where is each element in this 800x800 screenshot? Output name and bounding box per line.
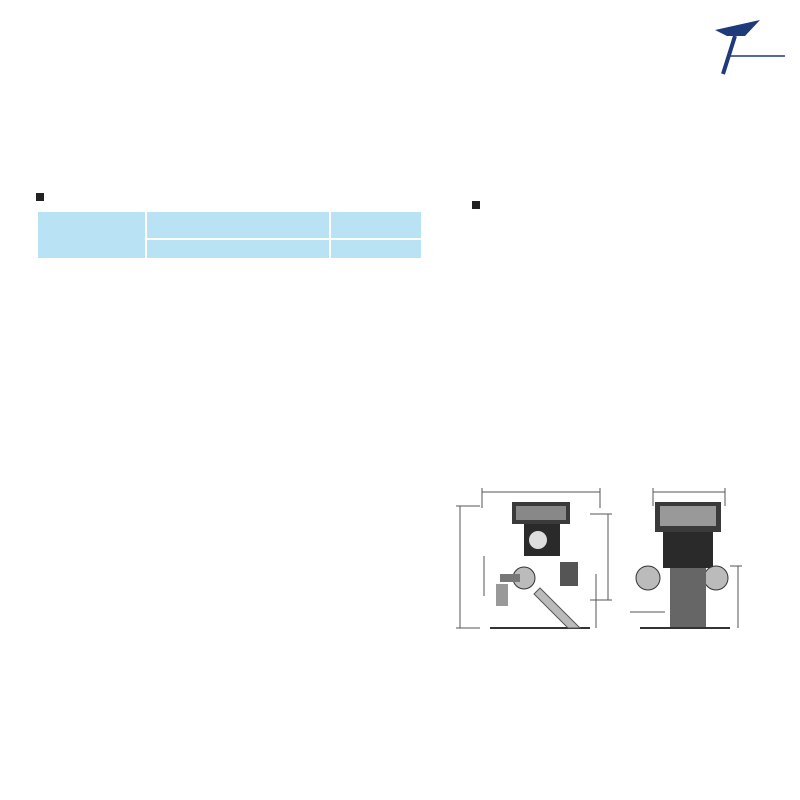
- dims-table: [30, 645, 768, 653]
- irritec-logo: [545, 16, 790, 78]
- bullet-square-icon: [472, 201, 480, 209]
- spec-header-row: [38, 212, 421, 238]
- spec-header-mpa: [331, 240, 421, 258]
- set-contents: [472, 195, 488, 218]
- spec-header-flow: [147, 212, 329, 238]
- pump-dimension-drawing: [450, 478, 780, 633]
- pump-front-view: [636, 502, 730, 628]
- power-spec: [36, 191, 79, 205]
- logo-swoosh-icon: [545, 16, 790, 78]
- spec-table: [36, 210, 423, 260]
- set-title: [472, 195, 488, 218]
- spec-header-model: [38, 212, 145, 258]
- spec-header-pressure: [331, 212, 421, 238]
- spec-header-hz: [147, 240, 329, 258]
- bullet-square-icon: [36, 193, 44, 201]
- pump-side-view: [490, 502, 590, 628]
